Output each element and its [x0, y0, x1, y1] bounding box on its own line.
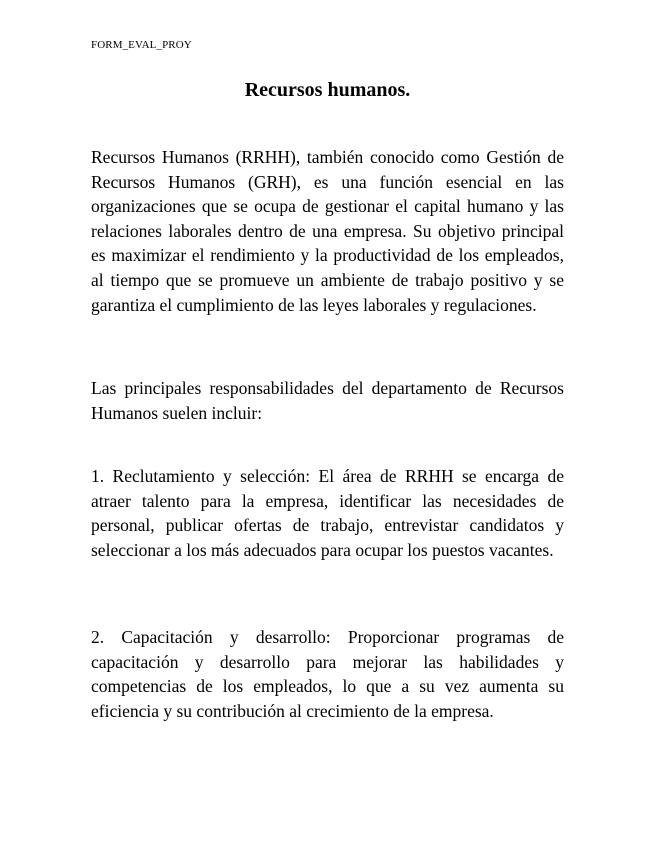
- document-title: Recursos humanos.: [244, 79, 411, 101]
- paragraph-responsibilities-intro: Las principales responsabilidades del departamento de Recursos Humanos suelen incluir:: [91, 378, 564, 423]
- paragraph-training: 2. Capacitación y desarrollo: Proporcionar programas de capacitación y desarrollo para mejorar las habilidades y competencias de los empleados, lo que a su vez aumenta su eficiencia y su contribución al crecimiento de la empresa.: [91, 627, 564, 721]
- paragraph-introduction: Recursos Humanos (RRHH), también conocido como Gestión de Recursos Humanos (GRH), es una función esencial en las organizaciones que se ocupa de gestionar el capital humano y las relaciones laborales dentro de una empresa. Su objetivo principal es maximizar el rendimiento y la productividad de los empleados, al tiempo que se promueve un ambiente de trabajo positivo y se garantiza el cumplimiento de las leyes laborales y regulaciones.: [91, 147, 564, 315]
- form-code-header: FORM_EVAL_PROY: [91, 39, 192, 51]
- paragraph-recruitment: 1. Reclutamiento y selección: El área de RRHH se encarga de atraer talento para la empresa, identificar las necesidades de personal, publicar ofertas de trabajo, entrevistar candidatos y seleccionar a los más adecuados para ocupar los puestos vacantes.: [91, 466, 564, 560]
